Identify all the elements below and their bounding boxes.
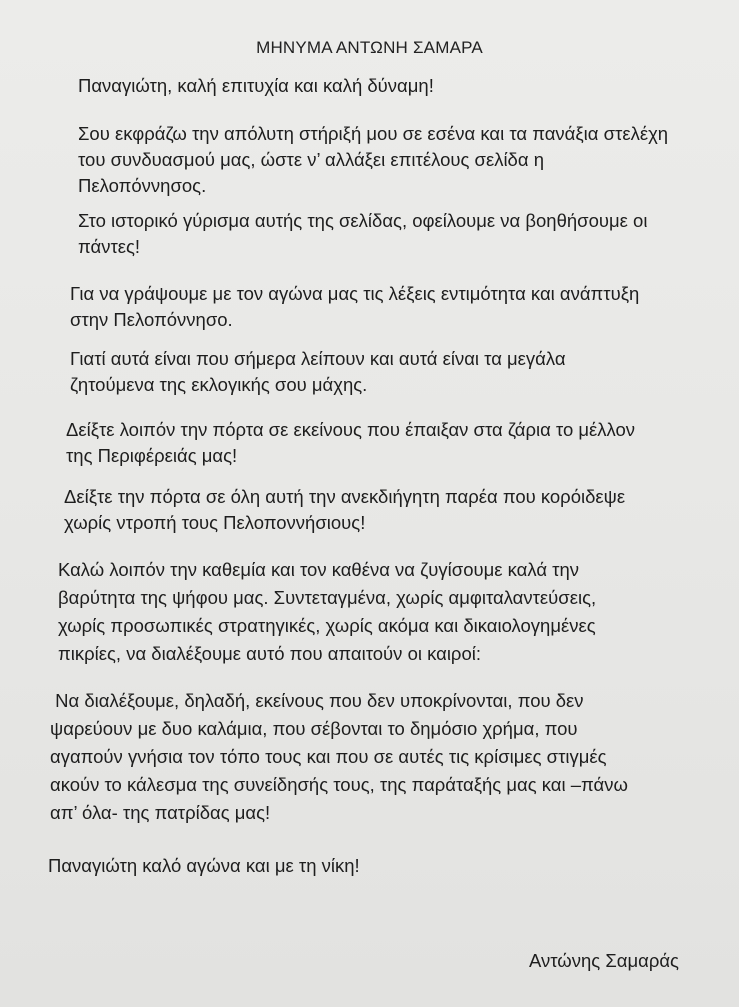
paragraph-line: πικρίες, να διαλέξουμε αυτό που απαιτούν οι καιροί:	[58, 643, 481, 664]
paragraph-line: Στο ιστορικό γύρισμα αυτής της σελίδας, οφείλουμε να βοηθήσουμε οι	[78, 210, 648, 231]
paragraph-line: του συνδυασμού μας, ώστε ν’ αλλάξει επιτέλους σελίδα η	[78, 149, 544, 170]
paragraph-line: Για να γράψουμε με τον αγώνα μας τις λέξεις εντιμότητα και ανάπτυξη	[70, 283, 640, 304]
paragraph-line: βαρύτητα της ψήφου μας. Συντεταγμένα, χωρίς αμφιταλαντεύσεις,	[58, 587, 597, 608]
paragraph-line: ακούν το κάλεσμα της συνείδησής τους, της παράταξής μας και –πάνω	[50, 774, 628, 795]
paragraph-missing	[70, 346, 566, 398]
paragraph-greeting	[78, 73, 434, 99]
paragraph-line: χωρίς ντροπή τους Πελοποννήσιους!	[64, 512, 366, 533]
paragraph-line: Δείξτε την πόρτα σε όλη αυτή την ανεκδιήγητη παρέα που κορόιδεψε	[64, 486, 626, 507]
paragraph-line: Σου εκφράζω την απόλυτη στήριξή μου σε εσένα και τα πανάξια στελέχη	[78, 123, 669, 144]
paragraph-line: πάντες!	[78, 236, 141, 257]
paragraph-line: απ’ όλα- της πατρίδας μας!	[50, 802, 271, 823]
signature: Αντώνης Σαμαράς	[529, 950, 679, 971]
paragraph-line: Καλώ λοιπόν την καθεμία και τον καθένα να ζυγίσουμε καλά την	[58, 559, 580, 580]
paragraph-show-door-company	[64, 484, 625, 536]
letter-title: ΜΗΝΥΜΑ ΑΝΤΩΝΗ ΣΑΜΑΡΑ	[256, 38, 483, 57]
paragraph-line: στην Πελοπόννησο.	[70, 309, 233, 330]
paragraph-line: Πελοπόννησος.	[78, 175, 207, 196]
paragraph-line: Δείξτε λοιπόν την πόρτα σε εκείνους που έπαιξαν στα ζάρια το μέλλον	[66, 419, 636, 440]
paragraph-line: ζητούμενα της εκλογικής σου μάχης.	[70, 374, 368, 395]
paragraph-weigh-vote	[58, 556, 596, 668]
paragraph-choose	[50, 687, 628, 827]
paragraph-line: αγαπούν γνήσια τον τόπο τους και που σε αυτές τις κρίσιμες στιγμές	[50, 746, 607, 767]
paragraph-support	[78, 121, 668, 199]
paragraph-turning-page	[78, 208, 647, 260]
paragraph-line: Να διαλέξουμε, δηλαδή, εκείνους που δεν υποκρίνονται, που δεν	[50, 690, 584, 711]
paragraph-line: της Περιφέρειάς μας!	[66, 445, 238, 466]
paragraph-closing	[48, 853, 360, 879]
paragraph-line: Γιατί αυτά είναι που σήμερα λείπουν και αυτά είναι τα μεγάλα	[70, 348, 566, 369]
paragraph-write-words	[70, 281, 639, 333]
paragraph-line: ψαρεύουν με δυο καλάμια, που σέβονται το δημόσιο χρήμα, που	[50, 718, 578, 739]
paragraph-show-door	[66, 417, 635, 469]
paragraph-line: Παναγιώτη καλό αγώνα και με τη νίκη!	[48, 855, 360, 876]
paragraph-line: Παναγιώτη, καλή επιτυχία και καλή δύναμη!	[78, 75, 434, 96]
paragraph-line: χωρίς προσωπικές στρατηγικές, χωρίς ακόμα και δικαιολογημένες	[58, 615, 596, 636]
